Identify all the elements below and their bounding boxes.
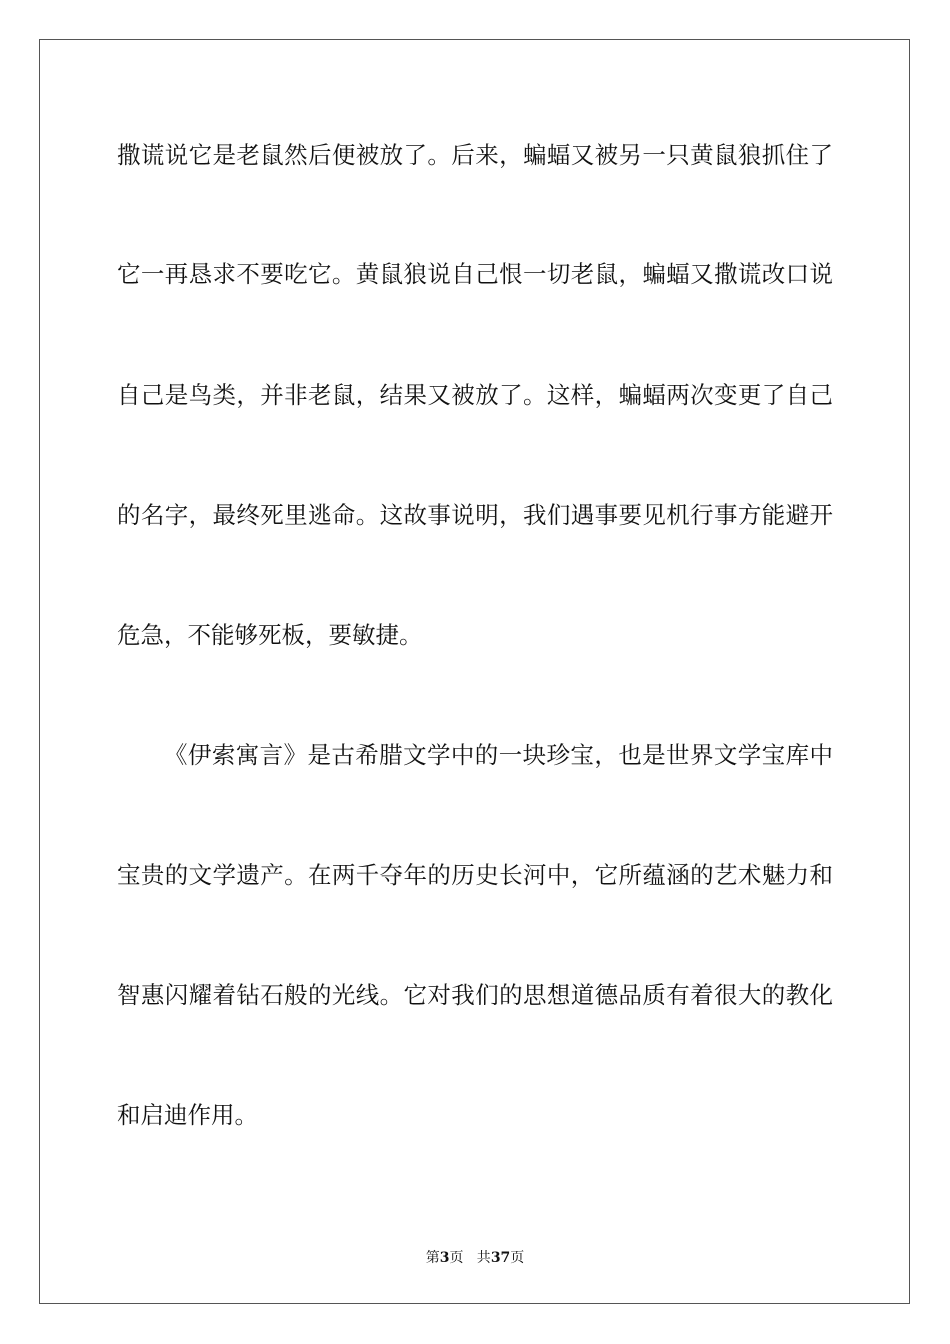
footer-middle: 页 共	[449, 1250, 491, 1266]
text-line-8: 智惠闪耀着钻石般的光线。它对我们的思想道德品质有着很大的教化	[117, 981, 833, 1009]
footer-suffix: 页	[510, 1250, 525, 1266]
text-line-7: 宝贵的文学遗产。在两千夺年的历史长河中，它所蕴涵的艺术魅力和	[117, 861, 833, 889]
text-line-9: 和启迪作用。	[117, 1101, 258, 1129]
text-line-2: 它一再恳求不要吃它。黄鼠狼说自己恨一切老鼠，蝙蝠又撒谎改口说	[117, 260, 833, 288]
text-line-1: 撒谎说它是老鼠然后便被放了。后来，蝙蝠又被另一只黄鼠狼抓住了	[117, 141, 833, 169]
footer-prefix: 第	[425, 1250, 440, 1266]
page-number-footer	[0, 1249, 950, 1267]
text-line-3: 自己是鸟类，并非老鼠，结果又被放了。这样，蝙蝠两次变更了自己	[117, 381, 833, 409]
paragraph-2-first-line: 《伊索寓言》是古希腊文学中的一块珍宝，也是世界文学宝库中	[164, 741, 833, 769]
text-line-5: 危急，不能够死板，要敏捷。	[117, 621, 423, 649]
current-page-number: 3	[439, 1250, 450, 1266]
text-line-4: 的名字，最终死里逃命。这故事说明，我们遇事要见机行事方能避开	[117, 501, 833, 529]
total-page-count: 37	[490, 1250, 511, 1266]
